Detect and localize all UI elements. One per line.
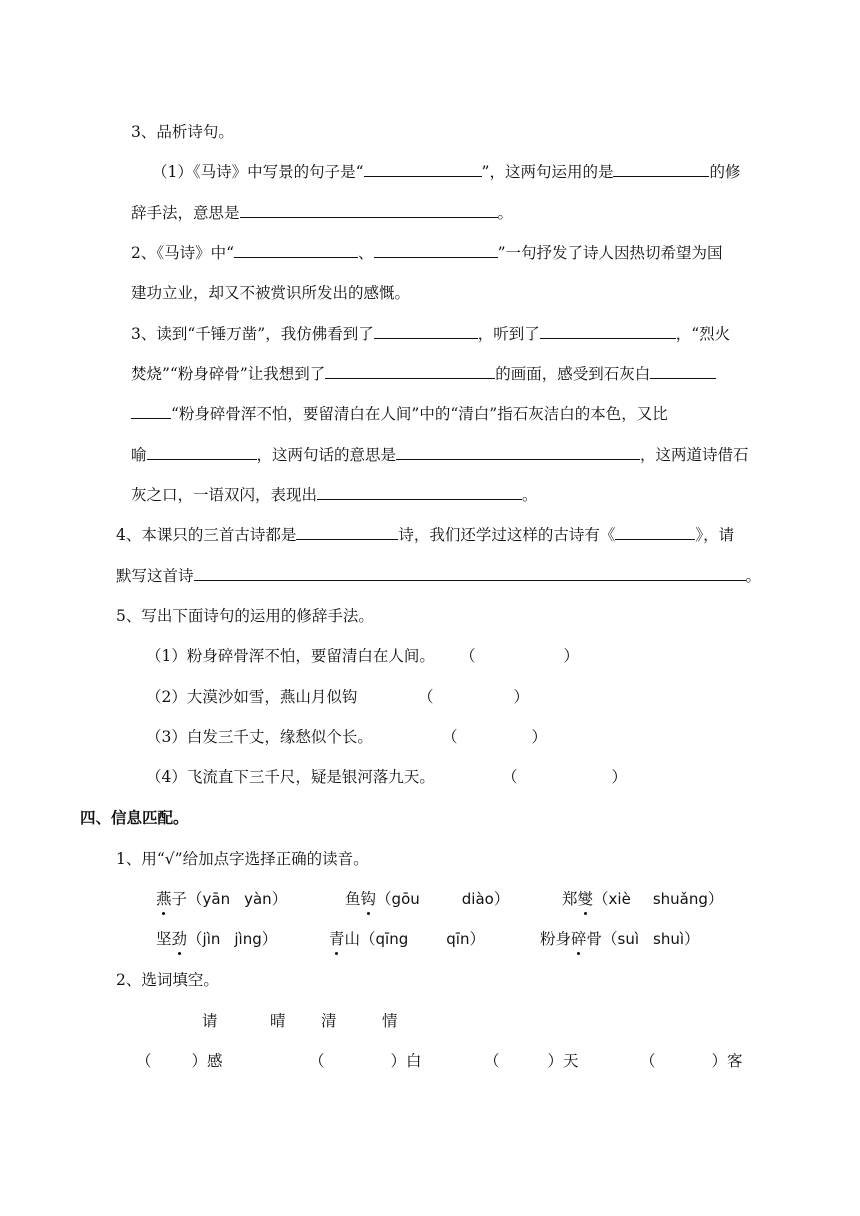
dotted-char: 青	[329, 930, 345, 948]
pinyin-option[interactable]: suì	[617, 930, 640, 948]
paren-close: ）	[611, 768, 628, 786]
q3-text: （1）《马诗》中写景的句子是“	[152, 163, 364, 181]
fill-blank-text: ）白	[390, 1052, 422, 1070]
q3-line8	[131, 444, 749, 466]
word-part: （	[187, 930, 203, 948]
q3-text: ，听到了	[477, 325, 540, 343]
q5-answer-2[interactable]	[418, 686, 529, 708]
answer-blank[interactable]	[240, 202, 498, 218]
word-part: ）	[707, 890, 724, 908]
fill-blank[interactable]	[136, 1050, 223, 1072]
fill-blank[interactable]	[640, 1050, 743, 1072]
pinyin-option[interactable]: yān	[202, 890, 231, 908]
fill-blank-text: ）天	[547, 1052, 579, 1070]
paren-open: （	[502, 768, 518, 786]
word-bank-item: 请	[202, 1012, 218, 1030]
answer-blank[interactable]	[650, 363, 716, 379]
answer-blank[interactable]	[131, 403, 171, 419]
q3-text: ，这两道诗借石	[640, 446, 749, 464]
answer-blank[interactable]	[325, 363, 495, 379]
pinyin-option[interactable]: jìn	[202, 930, 221, 948]
q3-heading: 3、品析诗句。	[131, 123, 234, 141]
pinyin-option[interactable]: qīn	[446, 930, 470, 948]
q5-answer-4[interactable]	[502, 766, 627, 788]
q3-line1	[152, 161, 741, 183]
q3-text: ，这两句话的意思是	[256, 446, 397, 464]
q4-text: 4、本课只的三首古诗都是	[116, 526, 297, 544]
section-4-heading: 四、信息匹配。	[80, 808, 189, 827]
q3-text: 3、读到“千锤万凿”，我仿佛看到了	[131, 325, 374, 343]
answer-blank[interactable]	[396, 444, 640, 460]
q4-text: 。	[745, 567, 762, 585]
answer-blank[interactable]	[613, 161, 709, 177]
q5-heading: 5、写出下面诗句的运用的修辞手法。	[116, 607, 374, 625]
q4-text: 默写这首诗	[116, 567, 194, 585]
pinyin-item	[156, 888, 287, 910]
pinyin-item	[345, 888, 509, 910]
word-bank-item: 情	[382, 1012, 398, 1030]
dotted-char: 碎	[571, 930, 587, 948]
word-part: ）	[469, 930, 485, 948]
fill-blank[interactable]	[309, 1050, 422, 1072]
pinyin-option[interactable]: shuì	[653, 930, 685, 948]
paren-open: （	[460, 647, 476, 665]
paren-open: （	[418, 688, 434, 706]
answer-blank[interactable]	[147, 444, 257, 460]
q3-text: ”一句抒发了诗人因热切希望为国	[497, 244, 723, 262]
q4-line1	[116, 524, 734, 546]
word-part: ）	[261, 930, 278, 948]
q4-text: 诗，我们还学过这样的古诗有《	[398, 526, 616, 544]
answer-blank[interactable]	[540, 323, 676, 339]
s4-q2: 2、选词填空。	[116, 971, 219, 989]
paren-close: ）	[531, 728, 548, 746]
q3-text: ”，这两句运用的是	[481, 163, 614, 181]
answer-blank[interactable]	[194, 565, 746, 581]
q3-text: 灰之口，一语双闪，表现出	[131, 486, 318, 504]
pinyin-item	[329, 928, 485, 950]
q5-item-text: （1）粉身碎骨浑不怕，要留清白在人间。	[146, 647, 435, 665]
fill-blank[interactable]	[484, 1050, 579, 1072]
paren-close: ）	[513, 688, 530, 706]
q3-text: 、	[358, 244, 374, 262]
word-part: 鱼	[345, 890, 361, 908]
pinyin-item	[540, 928, 700, 950]
q5-answer-1[interactable]	[460, 645, 579, 667]
pinyin-option[interactable]: qīng	[375, 930, 409, 948]
q3-text: ，“烈火	[675, 325, 731, 343]
answer-blank[interactable]	[317, 484, 522, 500]
q3-text: 2、《马诗》中“	[131, 244, 235, 262]
q3-line5	[131, 323, 730, 345]
word-part: （	[376, 890, 392, 908]
word-part: 子（	[171, 890, 203, 908]
q3-line6	[131, 363, 716, 385]
pinyin-option[interactable]: shuǎng	[652, 890, 708, 908]
q3-text: 的画面，感受到石灰白	[495, 365, 651, 383]
q5-item	[146, 766, 435, 788]
q5-item	[146, 645, 435, 667]
q3-line3	[131, 242, 723, 264]
word-part: ）	[684, 930, 700, 948]
q5-answer-3[interactable]	[442, 726, 547, 748]
word-bank-item: 晴	[270, 1012, 286, 1030]
word-part: ）	[271, 890, 288, 908]
answer-blank[interactable]	[234, 242, 358, 258]
q3-line2	[131, 202, 513, 224]
word-part: （	[593, 890, 609, 908]
word-part: 山（	[344, 930, 376, 948]
q3-text: 焚烧”“粉身碎骨”让我想到了	[131, 365, 326, 383]
fill-blank-text: ）感	[191, 1052, 223, 1070]
q3-line4: 建功立业，却又不被赏识所发出的感慨。	[131, 284, 411, 302]
q3-line9	[131, 484, 538, 506]
pinyin-option[interactable]: yàn	[244, 890, 272, 908]
paren-open: （	[309, 1052, 325, 1070]
q3-text: 辞手法，意思是	[131, 204, 240, 222]
paren-close: ）	[563, 647, 580, 665]
paren-open: （	[136, 1052, 152, 1070]
answer-blank[interactable]	[374, 323, 478, 339]
dotted-char: 燮	[577, 890, 594, 908]
q3-text: “粉身碎骨浑不怕，要留清白在人间”中的“清白”指石灰洁白的本色，又比	[171, 405, 668, 423]
q5-item	[146, 686, 357, 708]
paren-open: （	[484, 1052, 500, 1070]
answer-blank[interactable]	[364, 161, 482, 177]
pinyin-option[interactable]: xiè	[608, 890, 631, 908]
answer-blank[interactable]	[374, 242, 498, 258]
q4-text: 》，请	[695, 526, 735, 544]
q3-line7	[131, 403, 668, 425]
word-part: 骨（	[586, 930, 618, 948]
word-part: 郑	[562, 890, 578, 908]
paren-open: （	[640, 1052, 656, 1070]
pinyin-option[interactable]: diào	[461, 890, 494, 908]
q5-item-text: （3）白发三千丈，缘愁似个长。	[146, 728, 373, 746]
dotted-char: 劲	[171, 930, 188, 948]
paren-open: （	[442, 728, 458, 746]
dotted-char: 钩	[360, 890, 377, 908]
q5-item	[146, 726, 373, 748]
q4-line2	[116, 565, 761, 587]
s4-q1: 1、用“√”给加点字选择正确的读音。	[116, 850, 369, 868]
answer-blank[interactable]	[615, 524, 695, 540]
pinyin-item	[562, 888, 723, 910]
answer-blank[interactable]	[296, 524, 398, 540]
word-part: ）	[493, 890, 510, 908]
q3-text: 的修	[709, 163, 741, 181]
word-bank-item: 清	[321, 1012, 337, 1030]
word-part: 粉身	[540, 930, 572, 948]
fill-blank-text: ）客	[711, 1052, 743, 1070]
q3-text: 喻	[131, 446, 147, 464]
pinyin-option[interactable]: gōu	[391, 890, 420, 908]
dotted-char: 燕	[156, 890, 172, 908]
q3-text: 。	[497, 204, 514, 222]
word-part: 坚	[156, 930, 172, 948]
q5-item-text: （2）大漠沙如雪，燕山月似钩	[146, 688, 358, 706]
q5-item-text: （4）飞流直下三千尺，疑是银河落九天。	[146, 768, 435, 786]
pinyin-item	[156, 928, 277, 950]
pinyin-option[interactable]: jìng	[234, 930, 262, 948]
q3-text: 。	[522, 486, 538, 504]
